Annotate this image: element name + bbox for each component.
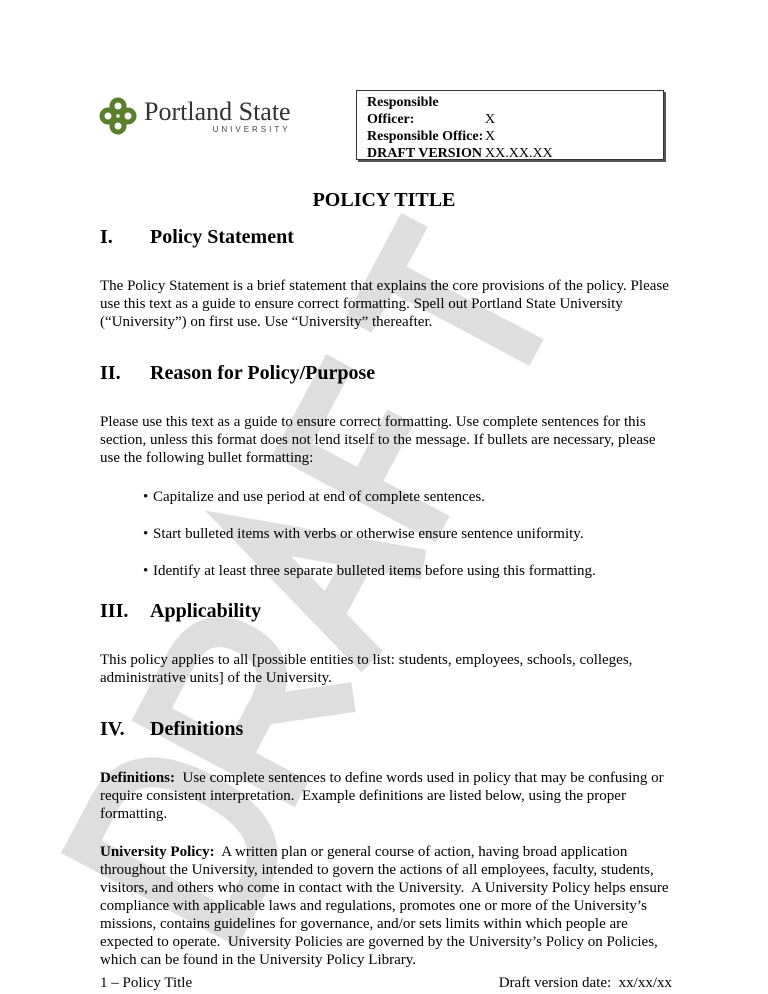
logo-knot-icon <box>98 96 138 136</box>
footer-page-label: 1 – Policy Title <box>100 975 193 991</box>
bullet-icon: • <box>143 563 149 579</box>
bullet-item <box>143 562 672 599</box>
university-logo <box>98 96 291 136</box>
definition-text: A written plan or general course of action, having broad application throughout the University, intended to govern the actions of all employees, faculty, students, visitors, and others who come in contact with the University. A University Policy helps ensure compliance with applicable laws and regulations, promotes one or more of the University’s missions, contains guidelines for governance, and/or sets limits within which people are expected to operate. University Policies are governed by the University’s Policy on Policies, which can be found in the University Policy Library. <box>100 844 673 968</box>
section-heading <box>100 717 672 741</box>
info-label: DRAFT VERSION <box>367 146 483 161</box>
bullet-item <box>143 488 672 525</box>
info-value: X <box>485 112 496 127</box>
document-body <box>100 188 672 969</box>
info-label: Responsible Office: <box>367 129 484 144</box>
section-number: III. <box>100 600 129 622</box>
section-text: This policy applies to all [possible entities to list: students, employees, schools, colleges, administrative units] of the University. <box>100 652 633 686</box>
page-title: POLICY TITLE <box>312 189 456 211</box>
section-number: I. <box>100 226 113 248</box>
bullet-text: Capitalize and use period at end of complete sentences. <box>153 489 485 505</box>
section-heading <box>100 225 672 249</box>
info-value: XX.XX.XX <box>485 146 553 161</box>
bullet-list <box>100 488 672 599</box>
section-title: Definitions <box>150 718 244 740</box>
logo-name: Portland State <box>144 96 291 126</box>
section-number: II. <box>100 362 121 384</box>
section-heading <box>100 599 672 623</box>
bullet-item <box>143 525 672 562</box>
bullet-icon: • <box>143 489 149 505</box>
bullet-text: Identify at least three separate bulleted items before using this formatting. <box>153 563 596 579</box>
section-number: IV. <box>100 718 125 740</box>
bullet-icon: • <box>143 526 149 542</box>
section-text: The Policy Statement is a brief statement that explains the core provisions of the policy. Please use this text as a guide to ensure correct formatting. Spell out Portland State University (“University”) on first use. Use “University” thereafter. <box>100 278 669 330</box>
section-title: Applicability <box>150 600 262 622</box>
logo-subtitle: UNIVERSITY <box>212 124 291 134</box>
info-value: X <box>485 129 496 144</box>
definition <box>100 769 672 823</box>
section-title: Policy Statement <box>150 226 294 248</box>
policy-info-box <box>356 90 664 160</box>
footer-draft-date: Draft version date: xx/xx/xx <box>498 975 672 991</box>
info-label: Responsible Officer: <box>367 95 439 127</box>
definition-text: Use complete sentences to define words used in policy that may be confusing or require consistent interpretation. Example definitions are listed below, using the proper formatting. <box>100 770 668 822</box>
bullet-text: Start bulleted items with verbs or otherwise ensure sentence uniformity. <box>153 526 584 542</box>
definition-term: Definitions: <box>100 770 175 786</box>
section-text: Please use this text as a guide to ensure correct formatting. Use complete sentences for this section, unless this format does not lend itself to the message. If bullets are necessary, please use the following bullet formatting: <box>100 414 656 466</box>
definition-term: University Policy: <box>100 844 215 860</box>
section-heading <box>100 361 672 385</box>
definition <box>100 843 672 969</box>
section-title: Reason for Policy/Purpose <box>150 362 376 384</box>
